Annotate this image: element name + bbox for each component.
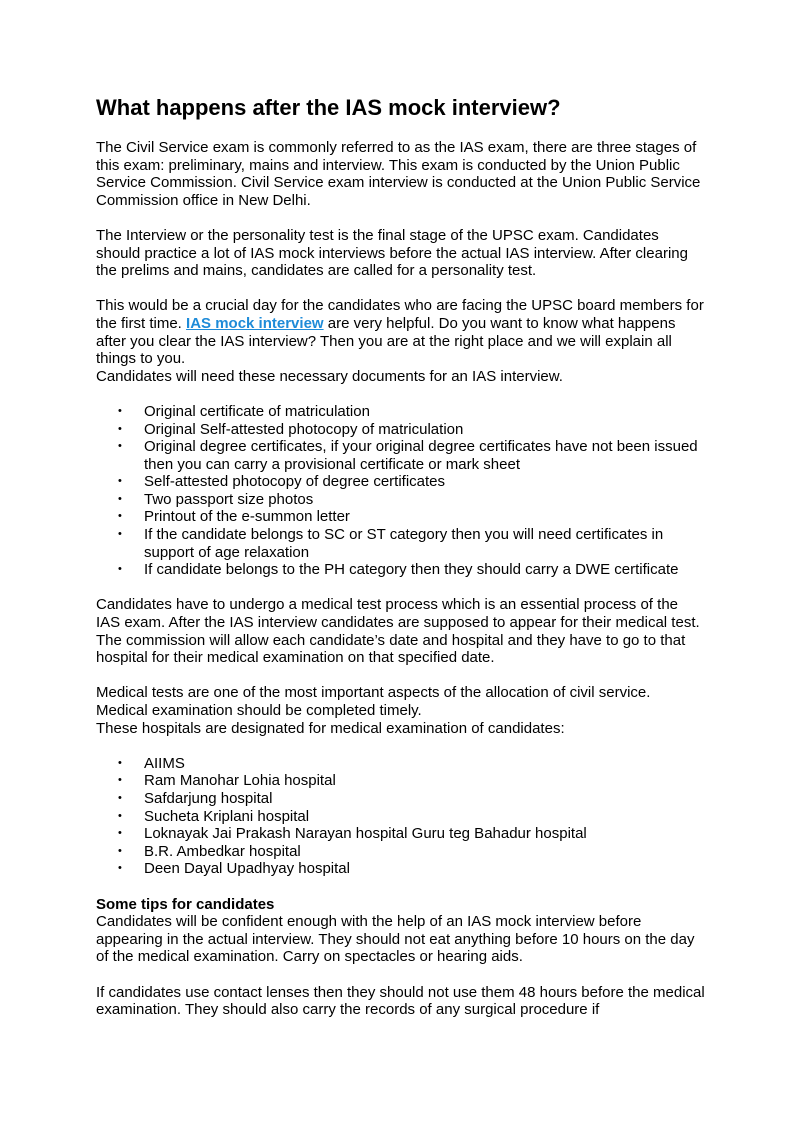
medical-importance-paragraph: Medical tests are one of the most important aspects of the allocation of civil service. Medical examination should be completed timely. [96,684,651,719]
bullet-icon: • [118,827,122,840]
tips-heading: Some tips for candidates [96,895,275,913]
list-item: • AIIMS [118,754,185,772]
hospitals-intro: These hospitals are designated for medical examination of candidates: [96,719,565,737]
list-item: • Deen Dayal Upadhyay hospital [118,860,350,878]
crucial-day-paragraph [96,297,706,367]
bullet-icon: • [118,844,122,857]
list-item: • Loknayak Jai Prakash Narayan hospital Guru teg Bahadur hospital [118,825,587,843]
list-item: • Original degree certificates, if your original degree certificates have not been issued then you can carry a provisional certificate or mark sheet [118,438,698,473]
medical-test-paragraph: Candidates have to undergo a medical test process which is an essential process of the IAS exam. After the IAS interview candidates are supposed to appear for their medical test. The commission will allow each candidate’s date and hospital and they have to go to that hospital for their medical examination on that specified date. [96,596,700,667]
interview-paragraph: The Interview or the personality test is the final stage of the UPSC exam. Candidates should practice a lot of IAS mock interviews before the actual IAS interview. After clearing the prelims and mains, candidates are called for a personality test. [96,226,688,280]
bullet-icon: • [118,791,122,804]
list-item: • Ram Manohar Lohia hospital [118,772,336,790]
bullet-icon: • [118,475,122,488]
bullet-icon: • [118,510,122,523]
tips-paragraph: Candidates will be confident enough with the help of an IAS mock interview before appearing in the actual interview. They should not eat anything before 10 hours on the day of the medical examination. Carry on spectacles or hearing aids. [96,913,695,966]
intro-paragraph: The Civil Service exam is commonly referred to as the IAS exam, there are three stages of this exam: preliminary, mains and interview. This exam is conducted by the Union Public Service Commission. Civil Service exam interview is conducted at the Union Public Service Commission office in New Delhi. [96,139,701,209]
list-item: • Original Self-attested photocopy of matriculation [118,420,464,438]
list-item: • B.R. Ambedkar hospital [118,842,301,860]
hospitals-list [96,755,706,878]
bullet-icon: • [118,404,122,417]
list-item: • Safdarjung hospital [118,789,273,807]
bullet-icon: • [118,809,122,822]
bullet-icon: • [118,563,122,576]
bullet-icon: • [118,756,122,769]
bullet-icon: • [118,492,122,505]
crucial-day-text-before: This would be a crucial day for the candidates who are facing the UPSC board members for the first time. [96,297,704,332]
contact-lens-paragraph: If candidates use contact lenses then they should not use them 48 hours before the medical examination. They should also carry the records of any surgical procedure if [96,983,705,1019]
page-title: What happens after the IAS mock interview? [96,95,561,120]
crucial-day-text-after: are very helpful. Do you want to know what happens after you clear the IAS interview? Then you are at the right place and we will explain all things to you. [96,314,676,368]
bullet-icon: • [118,774,122,787]
documents-intro: Candidates will need these necessary documents for an IAS interview. [96,367,563,385]
bullet-icon: • [118,862,122,875]
list-item: • If candidate belongs to the PH category then they should carry a DWE certificate [118,561,679,579]
ias-mock-interview-link[interactable]: IAS mock interview [186,314,324,332]
list-item: • Two passport size photos [118,490,314,508]
list-item: • If the candidate belongs to SC or ST category then you will need certificates in support of age relaxation [118,526,664,561]
bullet-icon: • [118,440,122,453]
documents-list [96,403,706,579]
document-page [96,93,706,1019]
list-item: • Self-attested photocopy of degree certificates [118,473,446,491]
bullet-icon: • [118,528,122,541]
list-item: • Printout of the e-summon letter [118,508,350,526]
bullet-icon: • [118,422,122,435]
list-item: • Sucheta Kriplani hospital [118,807,310,825]
list-item: • Original certificate of matriculation [118,402,370,420]
